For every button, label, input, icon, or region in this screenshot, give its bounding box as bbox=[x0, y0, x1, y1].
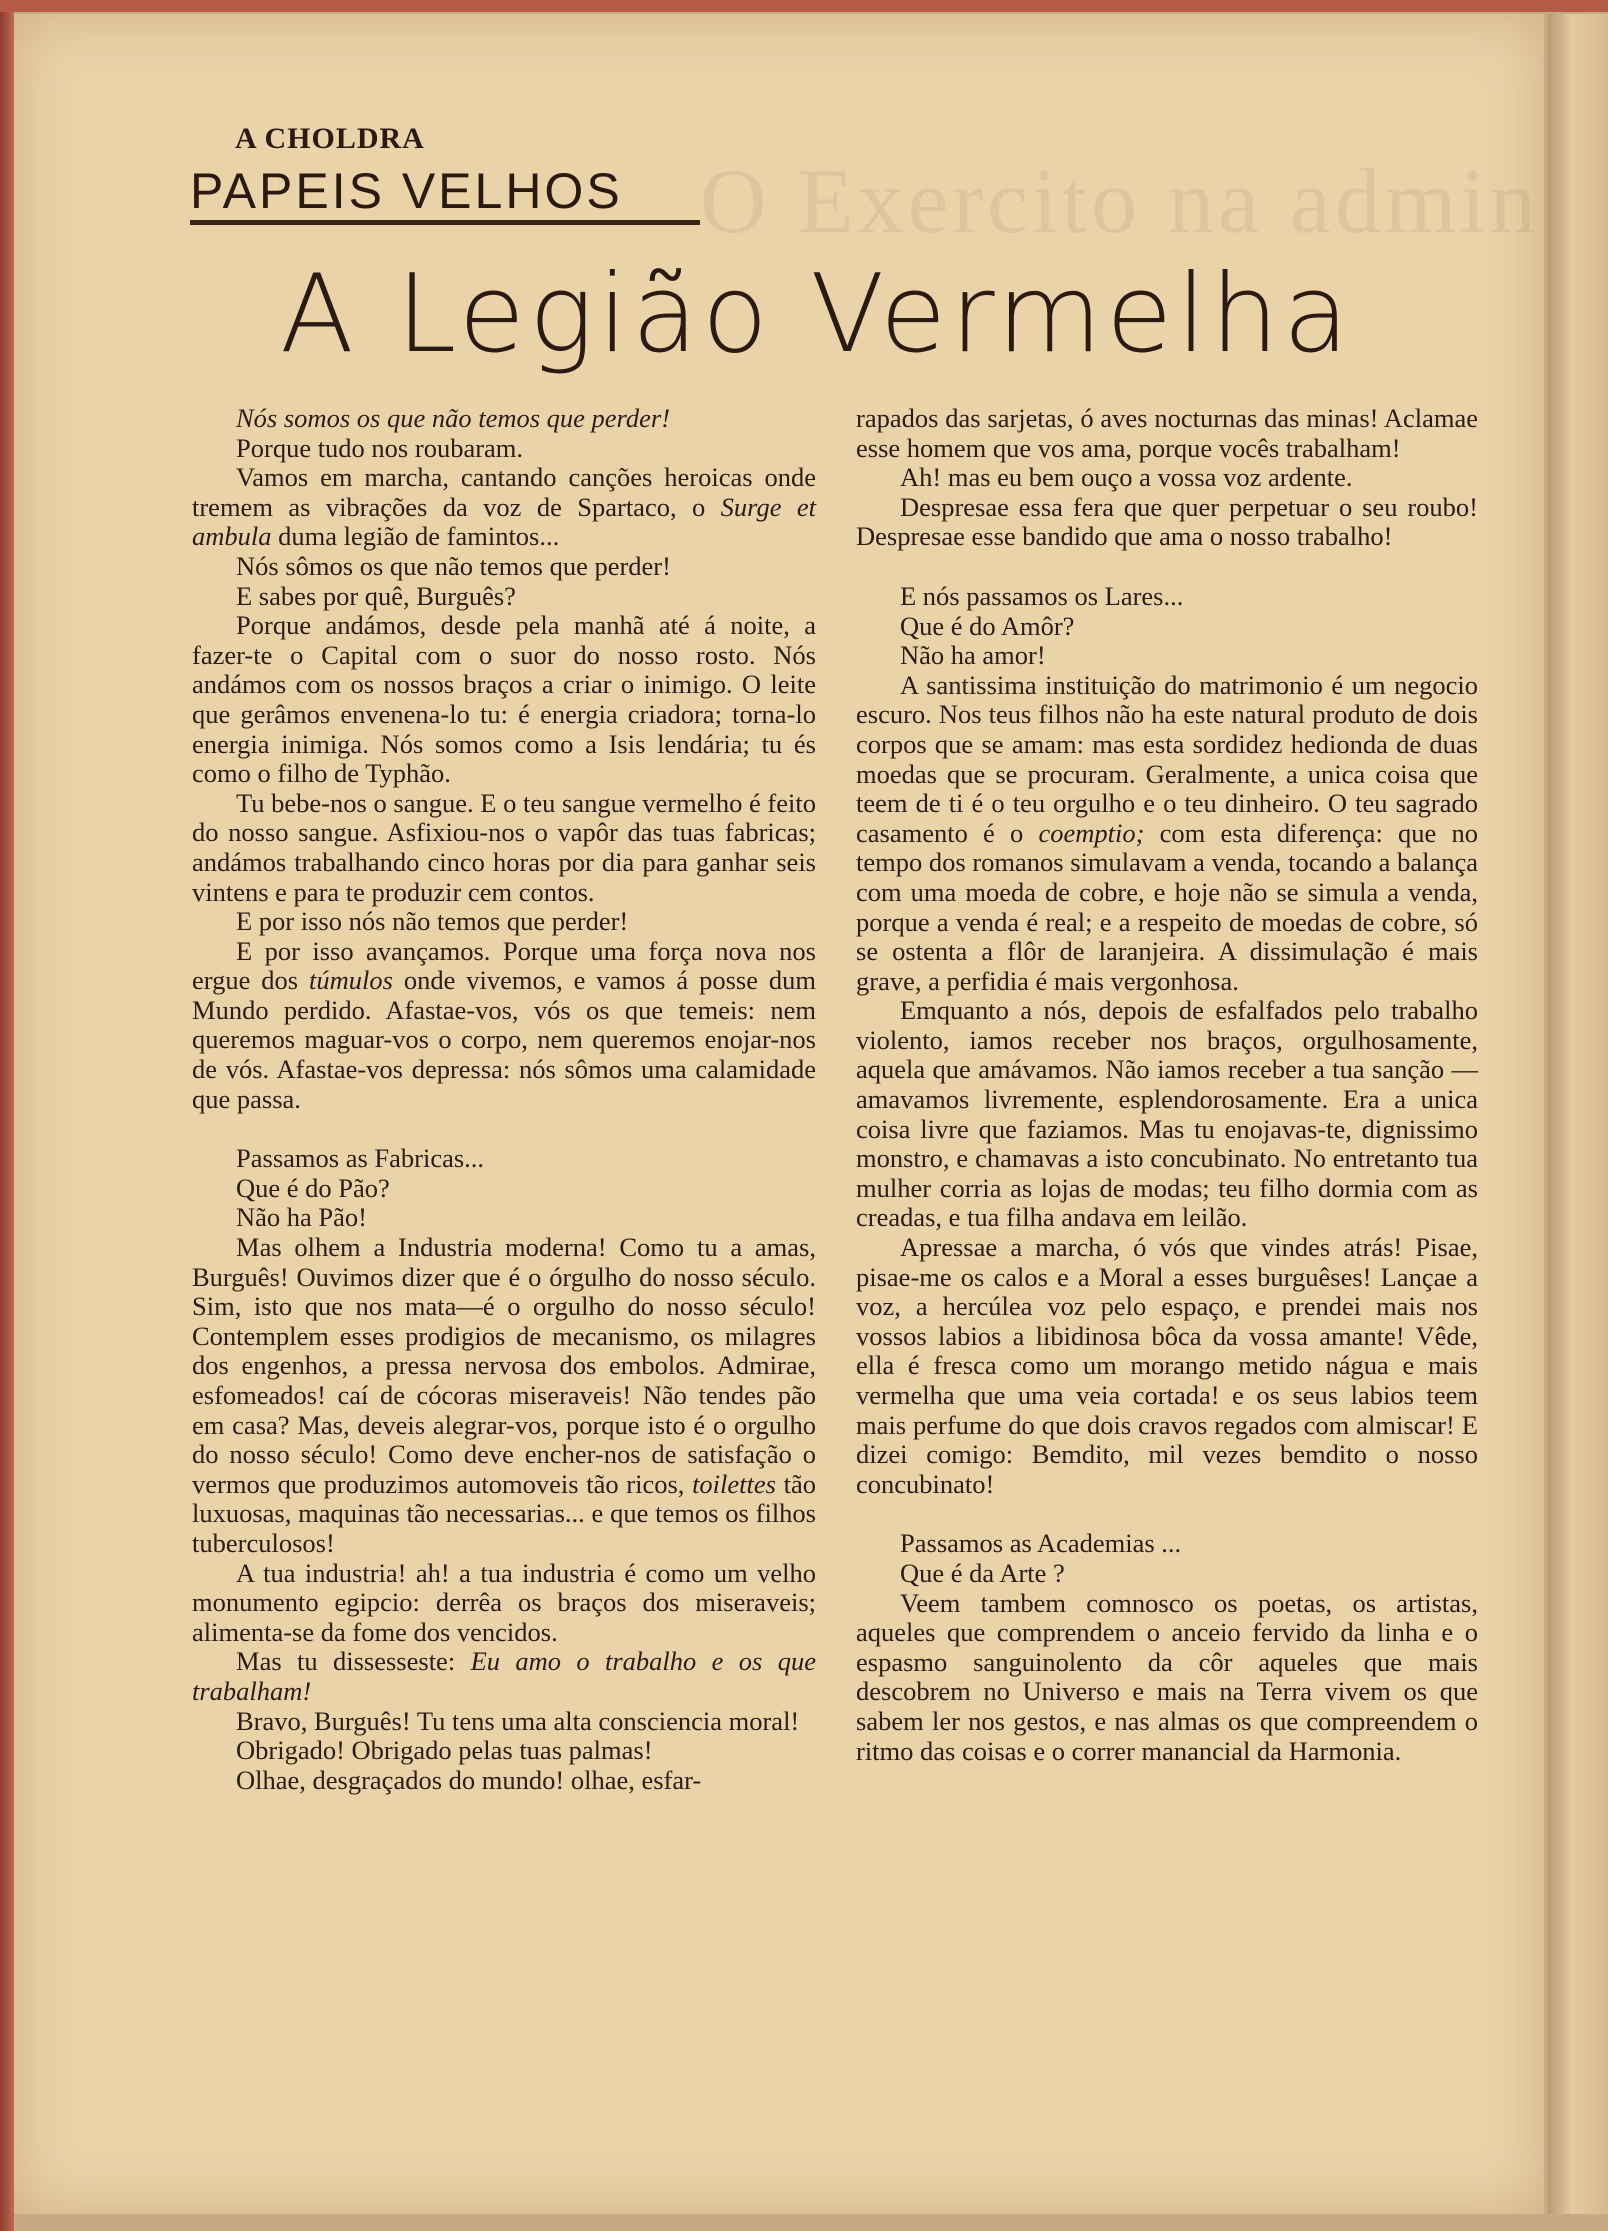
article-paragraph bbox=[856, 1589, 1478, 1767]
text-run: Vamos em marcha, cantando canções heroicas onde tremem as vibrações da voz de Spartaco, o bbox=[192, 462, 816, 522]
next-page-edge bbox=[1548, 14, 1608, 2214]
article-paragraph bbox=[192, 434, 816, 464]
article-paragraph bbox=[856, 671, 1478, 997]
article-paragraph bbox=[192, 1203, 816, 1233]
text-run: Não ha Pão! bbox=[236, 1202, 367, 1233]
article-paragraph bbox=[192, 1174, 816, 1204]
section-title: PAPEIS VELHOS bbox=[190, 163, 623, 219]
article-left-column bbox=[192, 404, 816, 1795]
article-paragraph bbox=[192, 1233, 816, 1559]
text-run: Mas tu dissesseste: bbox=[236, 1646, 471, 1677]
article-headline: A Legião Vermelha bbox=[280, 252, 1354, 377]
text-run: Despresae essa fera que quer perpetuar o seu roubo! Despresae esse bandido que ama o nosso trabalho! bbox=[856, 491, 1478, 552]
text-run: Obrigado! Obrigado pelas tuas palmas! bbox=[236, 1735, 653, 1766]
text-run: Nós sômos os que não temos que perder! bbox=[236, 550, 671, 581]
text-run: Ah! mas eu bem ouço a vossa voz ardente. bbox=[900, 462, 1353, 493]
text-run: A santissima instituição do matrimonio é um negocio escuro. Nos teus filhos não ha este natural produto de dois corpos que se amam: mas esta sordidez hedionda de duas moedas que se procuram. Geralmente, a unica coisa que teem de ti é o teu orgulho e o teu dinheiro. O teu sagrado casamento é o bbox=[856, 669, 1478, 848]
text-run: Que é do Pão? bbox=[236, 1172, 390, 1203]
article-paragraph bbox=[192, 463, 816, 552]
running-title: A CHOLDRA bbox=[235, 122, 425, 155]
text-run: Mas olhem a Industria moderna! Como tu a amas, Burguês! Ouvimos dizer que é o órgulho do nosso século. Sim, isto que nos mata—é o orgulho do nosso século! Contemplem esses prodigios de mecanismo, os milagres dos engenhos, a pressa nervosa dos embolos. Admirae, esfomeados! caí de cócoras miseraveis! Não tendes pão em casa? Mas, deveis alegrar-vos, porque isto é o orgulho do nosso século! Como deve encher-nos de satisfação o vermos que produzimos automoveis tão ricos, bbox=[192, 1232, 816, 1499]
article-paragraph bbox=[856, 1529, 1478, 1559]
italic-phrase: túmulos bbox=[309, 965, 393, 996]
page-top-edge bbox=[0, 0, 1608, 12]
text-run: E por isso avançamos. Porque uma força nova nos ergue dos bbox=[192, 935, 816, 996]
article-paragraph bbox=[192, 907, 816, 937]
article-paragraph bbox=[192, 582, 816, 612]
article-paragraph bbox=[192, 1647, 816, 1706]
text-run: rapados das sarjetas, ó aves nocturnas das minas! Aclamae esse homem que vos ama, porque vocês trabalham! bbox=[856, 403, 1478, 463]
article-paragraph bbox=[192, 937, 816, 1115]
article-paragraph bbox=[856, 404, 1478, 463]
text-run: com esta diferença: que no tempo dos romanos simulavam a venda, tocando a balança com uma moeda de cobre, e hoje não se simula a venda, porque a venda é real; e a respeito de moedas de cobre, só se ostenta a flôr de laranjeira. A dissimulação é mais grave, a perfidia é mais vergonhosa. bbox=[856, 817, 1478, 996]
text-run: Que é da Arte ? bbox=[900, 1557, 1065, 1588]
italic-phrase: coemptio; bbox=[1038, 817, 1145, 848]
text-run: E por isso nós não temos que perder! bbox=[236, 906, 629, 937]
article-paragraph bbox=[856, 493, 1478, 552]
article-paragraph bbox=[856, 582, 1478, 612]
text-run: Olhae, desgraçados do mundo! olhae, esfar- bbox=[236, 1764, 702, 1795]
article-paragraph bbox=[192, 611, 816, 789]
text-run: tão luxuosas, maquinas tão necessarias... e que temos os filhos tuberculosos! bbox=[192, 1468, 817, 1558]
article-paragraph bbox=[192, 1707, 816, 1737]
text-run: Tu bebe-nos o sangue. E o teu sangue vermelho é feito do nosso sangue. Asfixiou-nos o vapôr das tuas fabricas; andámos trabalhando cinco horas por dia para ganhar seis vintens e para te produzir cem contos. bbox=[192, 787, 816, 907]
article-paragraph bbox=[192, 404, 816, 434]
text-run: Porque andámos, desde pela manhã até á noite, a fazer-te o Capital com o suor do nosso rosto. Nós andámos com os nossos braços a criar o inimigo. O leite que gerâmos envenena-lo tu: é energia criadora; torna-lo energia inimiga. Nós somos como a Isis lendária; tu és como o filho de Typhão. bbox=[192, 610, 816, 789]
binding-edge bbox=[0, 0, 14, 2231]
text-run: Apressae a marcha, ó vós que vindes atrás! Pisae, pisae-me os calos e a Moral a esses burguêses! Lançae a voz, a hercúlea voz pelo espaço, e prendei mais nos vossos labios a libidinosa bôca da vossa amante! Vêde, ella é fresca como um morango metido nágua e mais vermelha que uma veia cortada! e os seus labios teem mais perfume do que dois cravos regados com almiscar! E dizei comigo: Bemdito, mil vezes bemdito o nosso concubinato! bbox=[856, 1232, 1478, 1499]
article-paragraph bbox=[192, 1736, 816, 1766]
text-run: Bravo, Burguês! Tu tens uma alta consciencia moral! bbox=[236, 1705, 800, 1736]
italic-phrase: Nós somos os que não temos que perder! bbox=[236, 403, 671, 433]
bleed-through-text: O Exercito na admin bbox=[700, 150, 1540, 252]
text-run: Porque tudo nos roubaram. bbox=[236, 432, 524, 463]
text-run: Passamos as Fabricas... bbox=[236, 1143, 485, 1174]
text-run: A tua industria! ah! a tua industria é como um velho monumento egipcio: derrêa os braços dos miseraveis; alimenta-se da fome dos vencidos. bbox=[192, 1557, 816, 1647]
article-paragraph bbox=[192, 1144, 816, 1174]
text-run: duma legião de famintos... bbox=[271, 521, 560, 552]
article-paragraph bbox=[192, 1559, 816, 1648]
article-right-column bbox=[856, 404, 1478, 1766]
article-paragraph bbox=[856, 612, 1478, 642]
article-paragraph bbox=[856, 641, 1478, 671]
text-run: Que é do Amôr? bbox=[900, 610, 1075, 641]
text-run: onde vivemos, e vamos á posse dum Mundo perdido. Afastae-vos, vós os que temeis: nem queremos maguar-vos o corpo, nem queremos enojar-nos de vós. Afastae-vos depressa: nós sômos uma calamidade que passa. bbox=[192, 965, 816, 1114]
text-run: E sabes por quê, Burguês? bbox=[236, 580, 516, 611]
italic-phrase: Surge et ambula bbox=[192, 491, 817, 552]
article-paragraph bbox=[856, 463, 1478, 493]
article-paragraph bbox=[856, 1233, 1478, 1499]
text-run: Veem tambem comnosco os poetas, os artistas, aqueles que comprendem o anceio fervido da linha e o espasmo sanguinolento da côr aqueles que mais descobrem no Universo e mais na Terra vivem os que sabem ler nos gestos, e nas almas os que compreendem o ritmo das coisas e o correr manancial da Harmonia. bbox=[856, 1587, 1478, 1766]
article-paragraph bbox=[856, 1559, 1478, 1589]
article-paragraph bbox=[192, 552, 816, 582]
article-paragraph bbox=[856, 996, 1478, 1233]
italic-phrase: Eu amo o trabalho e os que trabalham! bbox=[192, 1646, 817, 1706]
italic-phrase: toilettes bbox=[692, 1468, 776, 1499]
text-run: E nós passamos os Lares... bbox=[900, 580, 1184, 611]
text-run: Passamos as Academias ... bbox=[900, 1528, 1182, 1559]
section-rule bbox=[190, 220, 700, 225]
text-run: Não ha amor! bbox=[900, 640, 1046, 671]
text-run: Emquanto a nós, depois de esfalfados pelo trabalho violento, iamos receber nos braços, orgulhosamente, aquela que amávamos. Não iamos receber a tua sanção — amavamos livremente, esplendorosamente. Era a unica coisa livre que faziamos. Mas tu enojavas-te, dignissimo monstro, e chamavas a isto concubinato. No entretanto tua mulher corria as lojas de modas; teu filho dormia com as creadas, e tua filha andava em leilão. bbox=[856, 995, 1478, 1233]
article-paragraph bbox=[192, 789, 816, 907]
article-paragraph bbox=[192, 1766, 816, 1796]
